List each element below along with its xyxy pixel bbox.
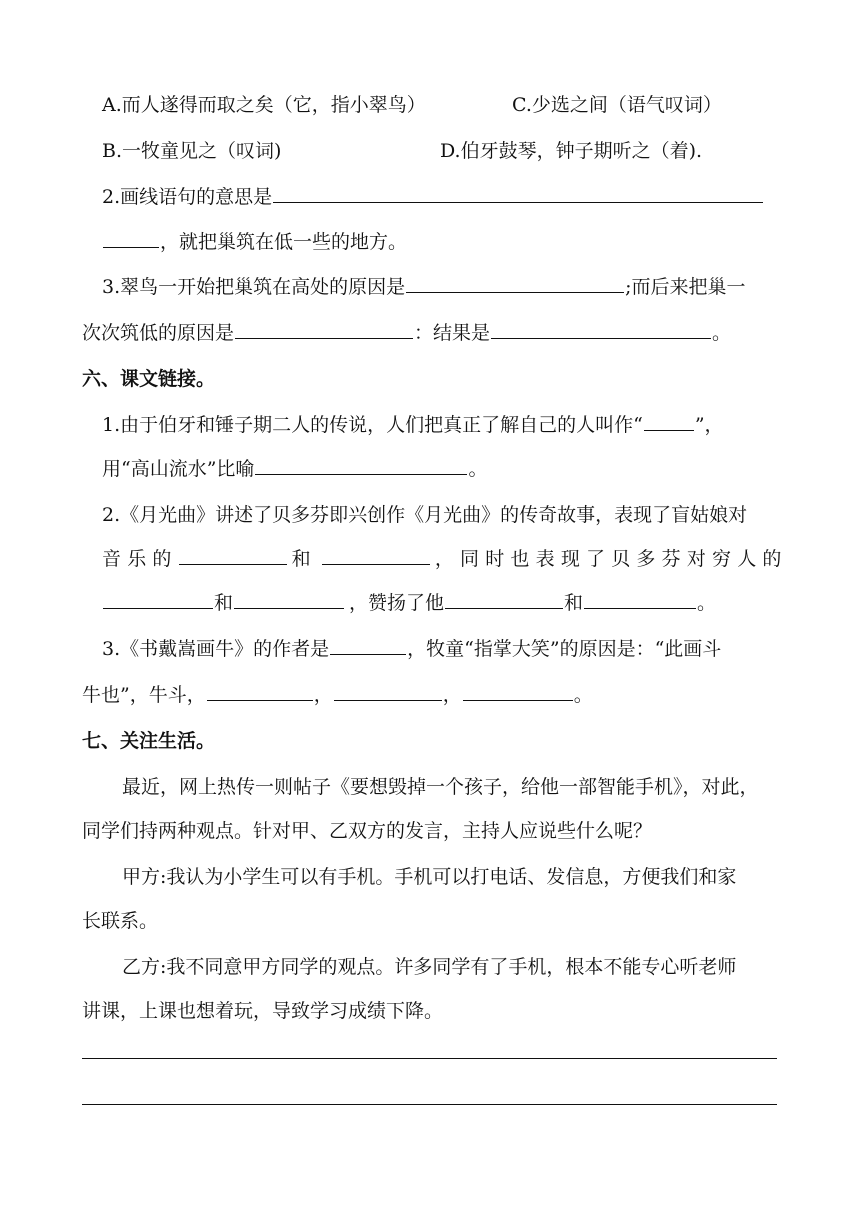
- s6-item2-line1: 2.《月光曲》讲述了贝多芬即兴创作《月光曲》的传奇故事，表现了盲姑娘对: [102, 504, 748, 526]
- s7-para3-line2: 讲课，上课也想着玩，导致学习成绩下降。: [82, 1000, 444, 1022]
- s7-para1-line1: 最近，网上热传一则帖子《要想毁掉一个孩子，给他一部智能手机》，对此，: [122, 776, 759, 798]
- s6-item2-line2: [102, 550, 788, 569]
- answer-blank[interactable]: [644, 429, 694, 431]
- q3-result: ：结果是: [414, 322, 491, 344]
- option-b: B.一牧童见之（叹词): [102, 140, 282, 162]
- q3-line2: [82, 324, 731, 343]
- s6-item3-line1: [102, 640, 721, 659]
- answer-blank[interactable]: [235, 337, 413, 339]
- s7-para1-line2: 同学们持两种观点。针对甲、乙双方的发言，主持人应说些什么呢？: [82, 820, 653, 842]
- answer-blank[interactable]: [103, 246, 159, 248]
- section-6-title: 六、课文链接。: [82, 368, 216, 390]
- answer-blank[interactable]: [103, 607, 213, 609]
- answer-blank[interactable]: [491, 337, 711, 339]
- answer-blank[interactable]: [179, 563, 287, 565]
- option-a: A.而人遂得而取之矣（它，指小翠鸟）: [102, 94, 426, 116]
- q2-line2: [102, 233, 407, 252]
- s6-item2-line3: [102, 594, 716, 613]
- s7-para3-line1: 乙方:我不同意甲方同学的观点。许多同学有了手机，根本不能专心听老师: [122, 956, 737, 978]
- s6-item3-line2: [82, 686, 593, 705]
- s6-item1-text2: 用“高山流水”比喻: [102, 458, 255, 480]
- option-c: C.少选之间（语气叹词）: [512, 94, 722, 116]
- s6-item3-text2: ，牧童“指掌大笑”的原因是：“此画斗: [407, 638, 722, 660]
- q3-cause: 次次筑低的原因是: [82, 322, 235, 344]
- s7-para2-line1: 甲方:我认为小学生可以有手机。手机可以打电话、发信息，方便我们和家: [122, 866, 737, 888]
- answer-blank[interactable]: [463, 699, 573, 701]
- punct: 。: [712, 322, 732, 344]
- answer-blank[interactable]: [445, 607, 563, 609]
- s7-para2-line2: 长联系。: [82, 910, 159, 932]
- s6-item2-text: 音乐的: [102, 548, 178, 570]
- section-7-title: 七、关注生活。: [82, 730, 216, 752]
- s6-item2-text3: ，赞扬了他: [349, 592, 445, 614]
- answer-blank[interactable]: [584, 607, 696, 609]
- answer-blank[interactable]: [322, 563, 430, 565]
- q3-prompt: 3.翠鸟一开始把巢筑在高处的原因是: [102, 276, 406, 298]
- punct: ，: [313, 684, 333, 706]
- answer-blank[interactable]: [273, 201, 763, 203]
- answer-blank[interactable]: [334, 699, 442, 701]
- answer-blank[interactable]: [255, 473, 467, 475]
- q3-mid: ;而后来把巢一: [625, 276, 746, 298]
- conj: 和: [564, 592, 584, 614]
- q2-suffix: ，就把巢筑在低一些的地方。: [160, 231, 408, 253]
- answer-line[interactable]: [82, 1058, 777, 1059]
- s6-item1-text: 1.由于伯牙和锤子期二人的传说，人们把真正了解自己的人叫作“: [102, 414, 643, 436]
- punct: ”，: [694, 414, 724, 436]
- answer-blank[interactable]: [234, 607, 344, 609]
- s6-item1-line2: [102, 460, 487, 479]
- punct: 。: [468, 458, 488, 480]
- s6-item1-line1: [102, 416, 724, 435]
- answer-line[interactable]: [82, 1104, 777, 1105]
- conj: 和: [214, 592, 234, 614]
- s6-item3-text3: 牛也”，牛斗，: [82, 684, 206, 706]
- q3-line1: [102, 278, 746, 297]
- q2-prompt: 2.画线语句的意思是: [102, 186, 273, 208]
- punct: 。: [697, 592, 717, 614]
- q2-line1: [102, 188, 764, 207]
- s6-item2-text2: ，同时也表现了贝多芬对穷人的: [434, 548, 788, 570]
- option-d: D.伯牙鼓琴，钟子期听之（着).: [440, 140, 703, 162]
- punct: 。: [573, 684, 593, 706]
- s6-item3-text: 3.《书戴嵩画牛》的作者是: [102, 638, 330, 660]
- punct: ，: [442, 684, 462, 706]
- answer-blank[interactable]: [207, 699, 313, 701]
- answer-blank[interactable]: [330, 653, 406, 655]
- answer-blank[interactable]: [406, 291, 624, 293]
- conj: 和: [291, 548, 317, 570]
